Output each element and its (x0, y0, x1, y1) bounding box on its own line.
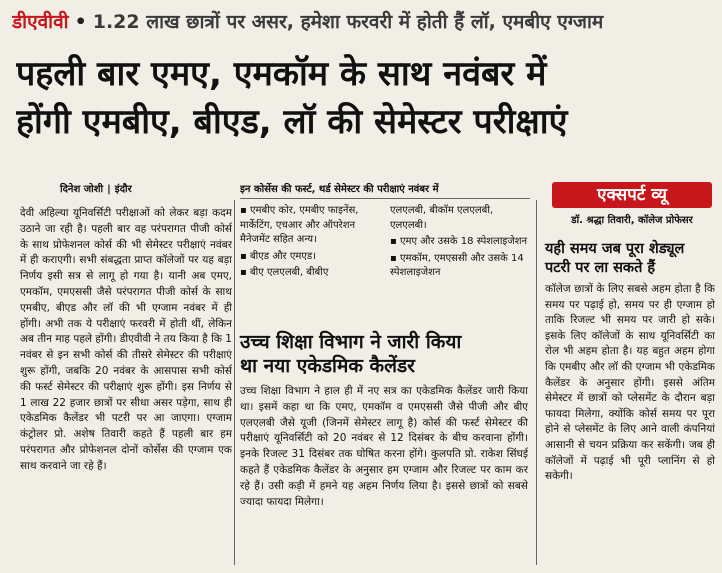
expert-headline (545, 240, 715, 278)
expert-headline-line-1: यही समय जब पूरा शेड्यूल (545, 241, 685, 257)
byline-author: दिनेश जोशी (60, 184, 104, 195)
expert-name: डॉ. श्रद्धा तिवारी, कॉलेज प्रोफेसर (571, 215, 693, 226)
course-item: ▪ एमबीए कोर, एमबीए फाइनेंस, मार्केटिंग, एचआर और ऑपरेशन मैनेजमेंट सहित अन्य। (240, 204, 380, 248)
kicker-bullet: • (74, 11, 87, 33)
expert-view-badge: एक्सपर्ट व्यू (552, 182, 712, 208)
kicker-line (12, 8, 712, 36)
byline (60, 181, 240, 195)
course-item: ▪ बीएड और एमएड। (240, 250, 380, 265)
sub-story-paragraph: उच्च शिक्षा विभाग ने हाल ही में नए सत्र का एकेडमिक कैलेंडर जारी किया था। इसमें कहा था कि एमए, एमकॉम व एमएससी जैसे पीजी और बीए एलएलबी जैसे यूजी (जिनमें सेमेस्टर लागू है) कोर्स की फर्स्ट सेमेस्टर की परीक्षाएं यूनिवर्सिटी को 20 नवंबर से 12 दिसंबर के बीच करवाना होंगी। इनके रिजल्ट 31 दिसंबर तक घोषित करना होंगे। कुलपति प्रो. राकेश सिंघई कहते हैं एकेडमिक कैलेंडर के अनुसार हम एग्जाम और रिजल्ट पर काम कर रहे हैं। उसी कड़ी में हमने यह अहम निर्णय लिया है। इससे छात्रों को सबसे ज्यादा फायदा मिलेगा। (240, 385, 528, 508)
main-story-paragraph: देवी अहिल्या यूनिवर्सिटी परीक्षाओं को लेकर बड़ा कदम उठाने जा रही है। पहली बार वह परंपरागत पीजी कोर्स के साथ प्रोफेशनल कोर्स की भी सेमेस्टर परीक्षाएं नवंबर में ही कराएगी। सभी संबद्धता प्राप्त कॉलेजों पर यह बड़ा निर्णय इसी सत्र से लागू हो गया है। यानी अब एमए, एमकॉम, एमएससी जैसे परंपरागत पीजी कोर्स के साथ एमबीए, बीएड और लॉ की भी एग्जाम नवंबर में ही होंगी। अभी तक ये परीक्षाएं फरवरी में होती थीं, लेकिन अब तीन माह पहले होंगी। डीएवीवी ने तय किया है कि 1 नवंबर से इन सभी कोर्स की तीसरे सेमेस्टर की परीक्षाएं शुरू होंगी, जबकि 20 नवंबर के आसपास सभी कोर्स की फर्स्ट सेमेस्टर की परीक्षाएं शुरू होंगी। इस निर्णय से 1 लाख 22 हजार छात्रों पर सीधा असर पड़ेगा, साथ ही एकेडमिक कैलेंडर भी पटरी पर आ जाएगा। एग्जाम कंट्रोलर प्रो. अशेष तिवारी कहते हैं पहली बार हम परंपरागत और प्रोफेशनल दोनों कोर्सेस की एग्जाम एक साथ करवाने जा रहे हैं। (20, 207, 232, 472)
courses-list-left (240, 204, 380, 283)
courses-box-heading: इन कोर्सेस की फर्स्ट, थर्ड सेमेस्टर की परीक्षाएं नवंबर में (240, 181, 530, 199)
main-story-body (20, 206, 232, 566)
expert-body (545, 282, 715, 564)
sub-headline-line-1: उच्च शिक्षा विभाग ने जारी किया (240, 331, 462, 353)
byline-separator: | (107, 184, 111, 195)
headline-line-2: होंगी एमबीए, बीएड, लॉ की सेमेस्टर परीक्षाएं (16, 102, 568, 142)
expert-paragraph: कॉलेज छात्रों के लिए सबसे अहम होता है कि समय पर पढ़ाई हो, समय पर ही एग्जाम हो ताकि रिजल्ट भी समय पर जारी हो सके। इसके लिए कॉलेजों के साथ यूनिवर्सिटी का रोल भी अहम होता है। यह बहुत अहम होगा कि एमबीए और लॉ की एग्जाम भी एकेडमिक कैलेंडर के अनुसार होंगी। इससे अंतिम सेमेस्टर में छात्रों को प्लेसमेंट के दौरान बड़ा फायदा मिलेगा, क्योंकि कोर्स समय पर पूरा होने से प्लेसमेंट के लिए आने वाली कंपनियां आसानी से चयन प्रक्रिया कर सकेंगी। जब ही कॉलेजों में पढ़ाई भी पूरी प्लानिंग से हो सकेगी। (545, 283, 715, 483)
kicker-tag: डीएवीवी (12, 11, 69, 33)
column-divider (536, 200, 537, 565)
expert-headline-line-2: पटरी पर ला सकते हैं (545, 260, 656, 276)
courses-list-right (390, 204, 530, 283)
sub-story-body (240, 384, 528, 564)
kicker-text: 1.22 लाख छात्रों पर असर, हमेशा फरवरी में होती हैं लॉ, एमबीए एग्जाम (92, 11, 604, 33)
headline-line-1: पहली बार एमए, एमकॉम के साथ नवंबर में (16, 54, 547, 94)
course-item: ▪ बीए एलएलबी, बीबीए (240, 266, 380, 281)
main-headline (16, 50, 716, 146)
course-item: ▪ एमकॉम, एमएससी और उसके 14 स्पेशलाइजेशन (390, 252, 530, 281)
sub-headline-line-2: था नया एकेडमिक कैलेंडर (240, 355, 415, 377)
byline-place: इंदौर (114, 184, 132, 195)
course-item: ▪ एमए और उसके 18 स्पेशलाइजेशन (390, 235, 530, 250)
course-item-continued: एलएलबी, बीकॉम एलएलबी, एलएलबी। (390, 205, 494, 231)
column-divider (234, 200, 235, 565)
sub-story-headline (240, 330, 530, 378)
